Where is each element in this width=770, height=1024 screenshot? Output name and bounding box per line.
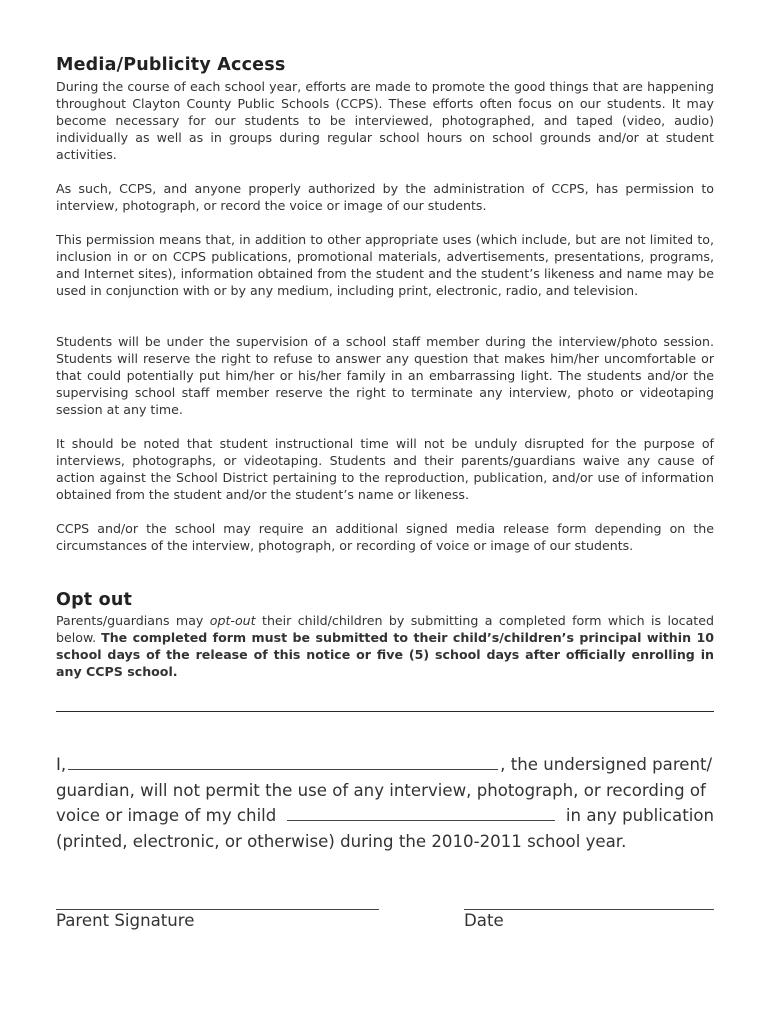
opt-out-text-middle: their child/children by submitting a completed form which is located below. [56,613,714,645]
parent-name-blank[interactable] [68,752,498,770]
parent-signature-label: Parent Signature [56,911,195,930]
form-line-1-prefix: I, [56,755,67,774]
form-line-3 [56,803,714,828]
opt-out-italic-text: opt-out [209,613,256,628]
section-divider [56,711,714,712]
form-line-3-suffix: in any publication [565,806,714,825]
media-paragraph-5: It should be noted that student instructional time will not be unduly disrupted for the purpose of interviews, photographs, or videotaping. Students and their parents/guardians waive any cause of action against the School District pertaining to the reproduction, publication, and/or use of information obtained from the student and/or the student’s name or likeness. [56,436,714,502]
parent-signature-line[interactable] [56,909,379,910]
date-label: Date [464,911,504,930]
date-line[interactable] [464,909,714,910]
media-paragraph-4: Students will be under the supervision of a school staff member during the interview/photo session. Students will reserve the right to refuse to answer any question that makes him/her uncomfortable or that could potentially put him/her or his/her family in an embarrassing light. The students and/or the supervising school staff member reserve the right to terminate any interview, photo or videotaping session at any time. [56,334,714,417]
form-line-1 [56,752,714,777]
opt-out-paragraph [56,612,714,680]
opt-out-bold-instruction: The completed form must be submitted to their child’s/children’s principal within 10 school days of the release of this notice or five (5) school days after officially enrolling in any CCPS school. [56,630,714,679]
form-line-1-suffix: , the undersigned parent/ [500,755,713,774]
form-line-3-prefix: voice or image of my child [56,806,277,825]
media-paragraph-2: As such, CCPS, and anyone properly authorized by the administration of CCPS, has permission to interview, photograph, or record the voice or image of our students. [56,181,714,213]
media-paragraph-6: CCPS and/or the school may require an additional signed media release form depending on the circumstances of the interview, photograph, or recording of voice or image of our students. [56,521,714,553]
opt-out-title: Opt out [56,590,133,610]
child-name-blank[interactable] [287,803,555,821]
media-paragraph-3: This permission means that, in addition to other appropriate uses (which include, but are not limited to, inclusion in or on CCPS publications, promotional materials, advertisements, presentations, programs, and Internet sites), information obtained from the student and the student’s likeness and name may be used in conjunction with or by any medium, including print, electronic, radio, and television. [56,232,714,298]
opt-out-text-start: Parents/guardians may [56,613,210,628]
form-line-4: (printed, electronic, or otherwise) during the 2010-2011 school year. [56,832,627,851]
form-line-2: guardian, will not permit the use of any interview, photograph, or recording of [56,781,706,800]
media-paragraph-1: During the course of each school year, efforts are made to promote the good things that are happening throughout Clayton County Public Schools (CCPS). These efforts often focus on our students. It may become necessary for our students to be interviewed, photographed, and taped (video, audio) individually as well as in groups during regular school hours on school grounds and/or at student activities. [56,79,714,162]
media-section-title: Media/Publicity Access [56,55,286,75]
